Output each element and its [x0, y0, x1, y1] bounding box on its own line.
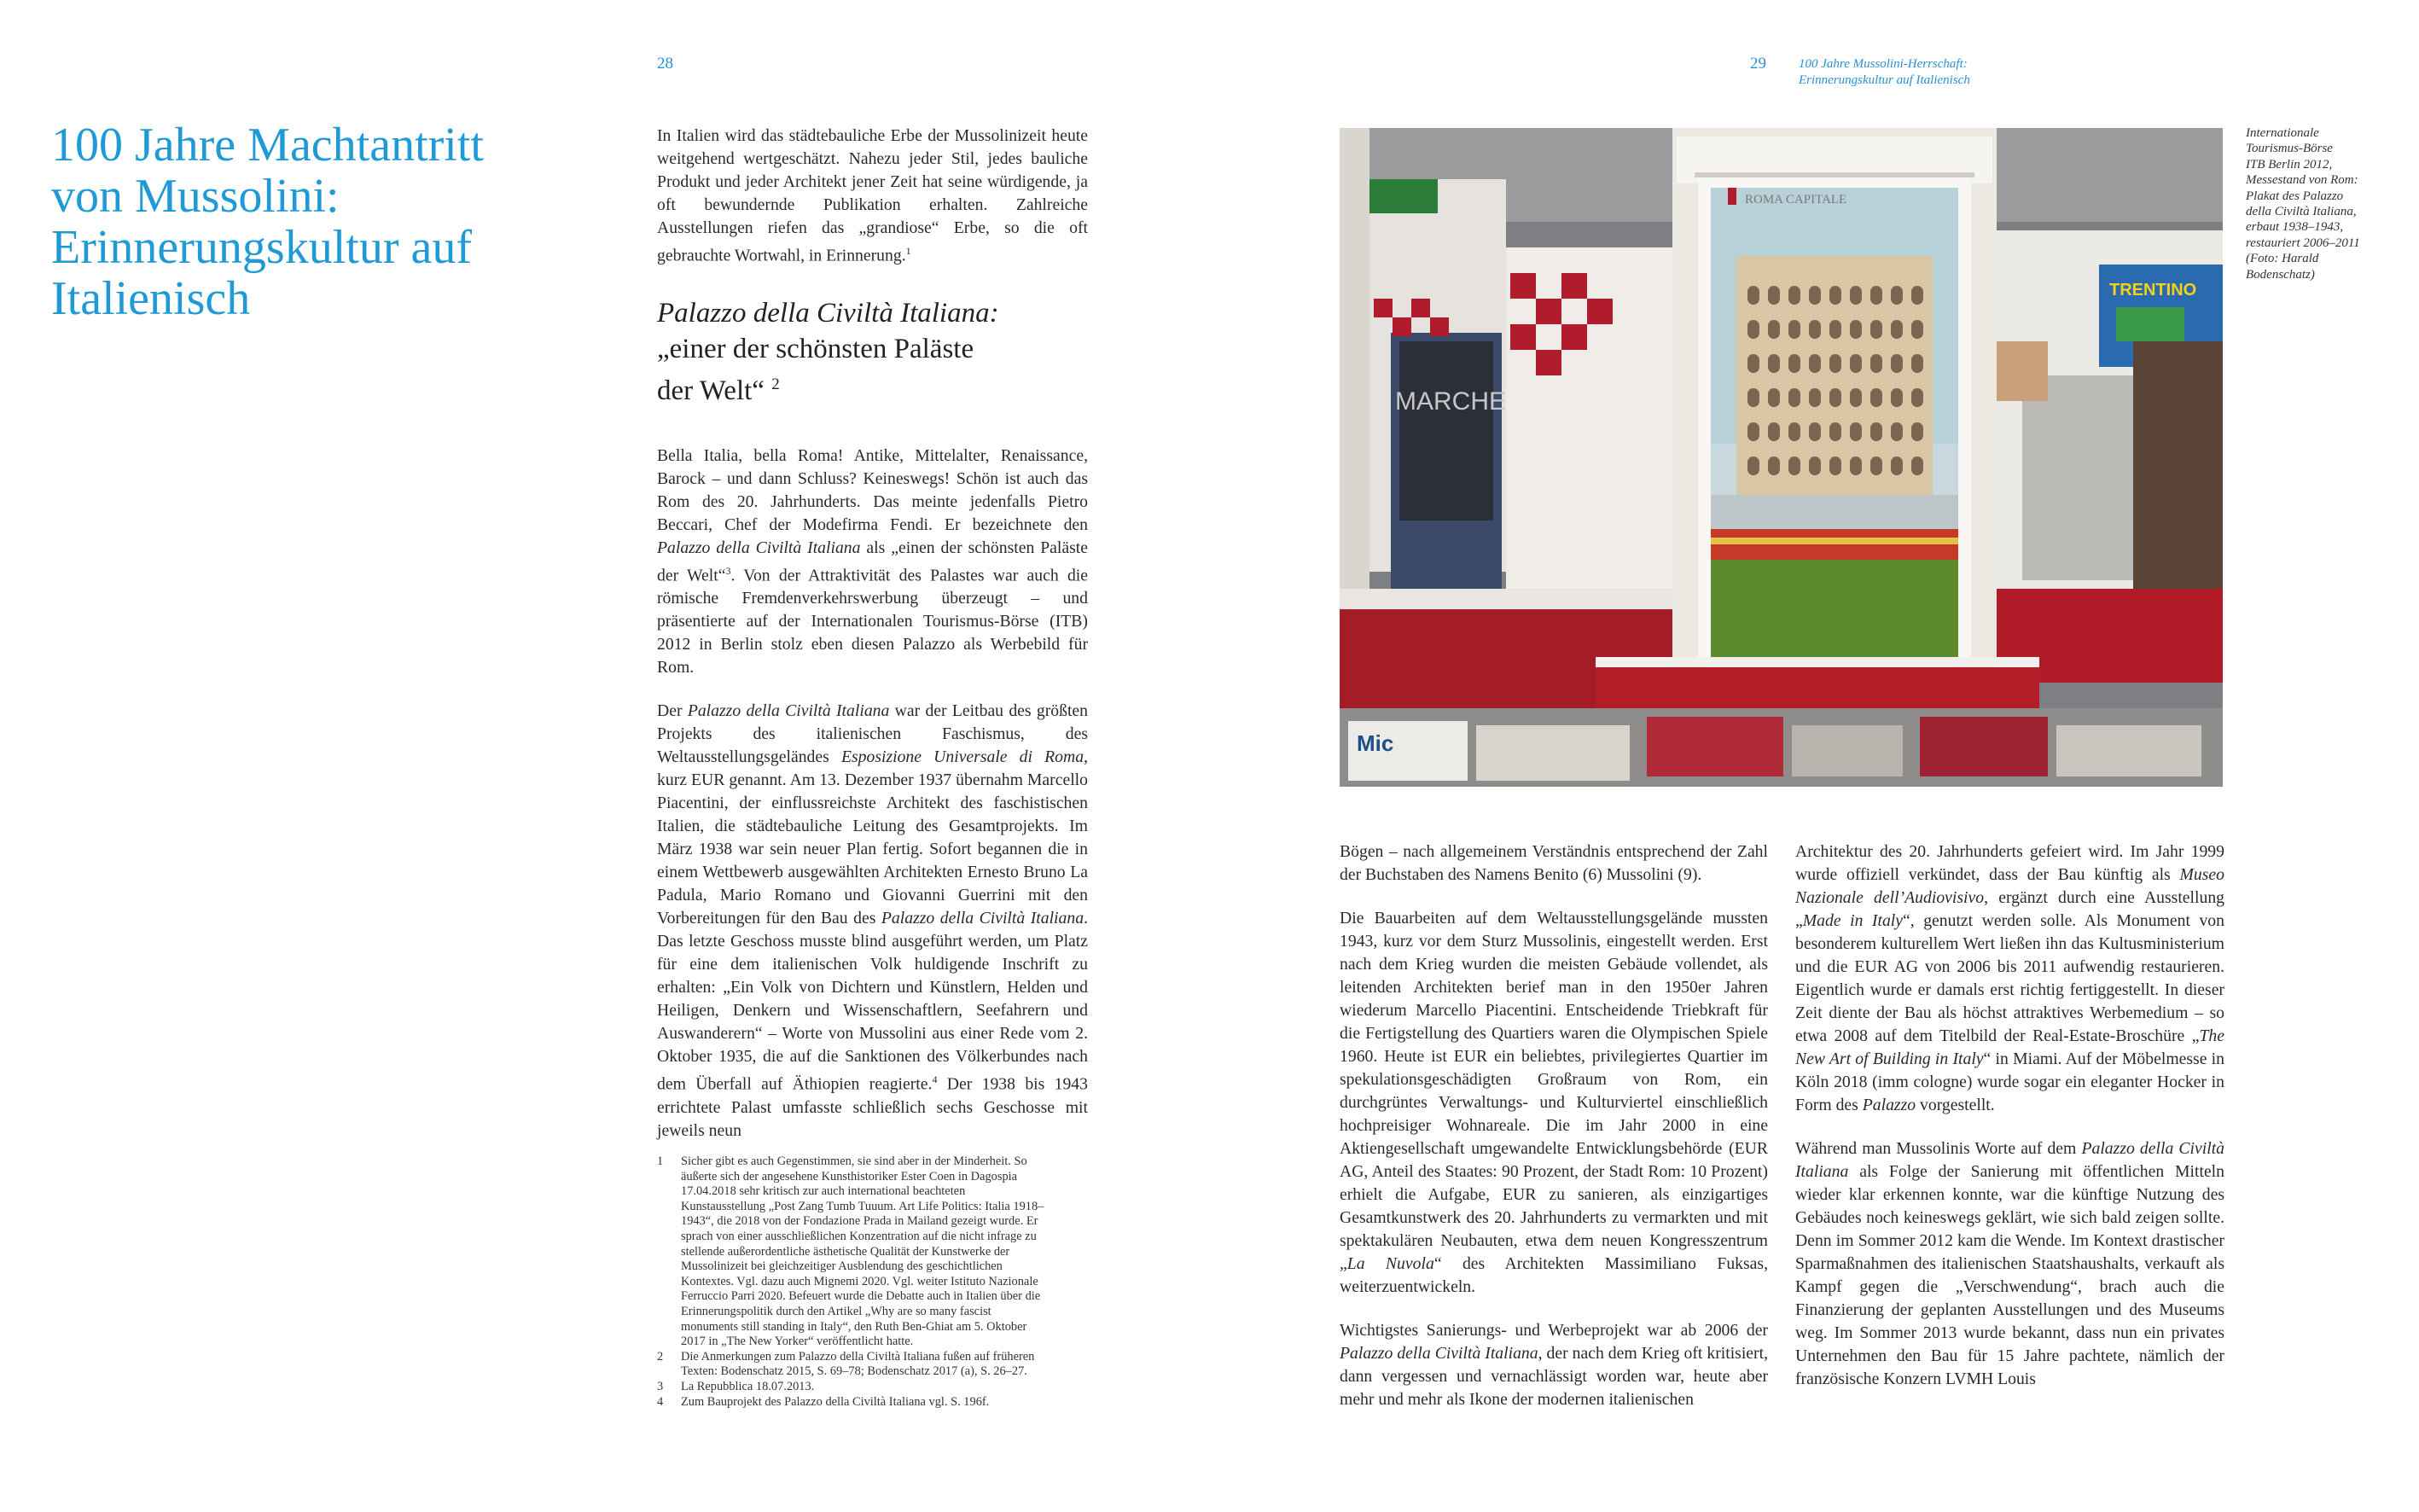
page-number-left: 28 — [657, 55, 673, 73]
photo-sign: ROMA CAPITALE — [1745, 193, 1847, 206]
footnote-ref[interactable]: 2 — [771, 375, 780, 393]
running-head-line: Erinnerungskultur auf Italienisch — [1799, 73, 1970, 87]
chapter-title — [51, 119, 597, 324]
footnotes — [657, 1154, 1050, 1410]
right-text-column-2 — [1795, 840, 2224, 1391]
body-paragraph: Während man Mussolinis Worte auf dem Palazzo della Civiltà Italiana als Folge der Sanierung mit öffentlichen Mitteln wieder klar erkennen konnte, war die künftige Nutzung des Gebäudes noch keineswegs geklärt, wie sich bald zeigen sollte. Denn im Sommer 2012 kam die Wende. Im Kontext drastischer Sparmaßnahmen des italienischen Staatshaushalts, verkauft als Kampf gegen die „Verschwendung“, brach auch die Finanzierung der geplanten Ausstellungen und des Museums weg. Im Sommer 2013 wurde bekannt, dass nun ein privates Unternehmen den Bau für 15 Jahre pachtete, nämlich der französische Konzern LVMH Louis — [1795, 1139, 2225, 1388]
photo-illustration — [1340, 128, 2223, 787]
photo-label: MARCHE — [1395, 387, 1507, 416]
footnote-ref[interactable]: 1 — [905, 245, 911, 257]
running-head — [1799, 56, 1970, 89]
footnote: 3 La Repubblica 18.07.2013. — [657, 1379, 815, 1393]
running-head-line: 100 Jahre Mussolini-Herrschaft: — [1799, 57, 1968, 71]
photo-label: TRENTINO — [2109, 281, 2197, 299]
footnote-ref[interactable]: 4 — [932, 1073, 938, 1086]
body-paragraph: Die Bauarbeiten auf dem Weltausstellungsgelände mussten 1943, kurz vor dem Sturz Mussolinis, eingestellt werden. Erst nach dem Krieg wurden die meisten Gebäude vollendet, als leitenden Architekten berief man in den 1950er Jahren wiederum Marcello Piacentini. Entscheidende Triebkraft für die Fertigstellung des Quartiers waren die Olympischen Spiele 1960. Heute ist EUR ein beliebtes, privilegiertes Quartier im spekulationsgeschädigten Großraum von Rom, ein durchgrüntes Verwaltungs- und Kulturviertel einschließlich hochpreisiger Wohnareale. Die im Jahr 2000 in eine Aktiengesellschaft umgewandelte Entwicklungsbehörde (EUR AG, Anteil des Staates: 90 Prozent, der Stadt Rom: 10 Prozent) erhielt die Aufgabe, EUR zu sanieren, als einzigartiges Gesamtkunstwerk des 20. Jahrhunderts zu vermarkten und mit spektakulären Neubauten, etwa dem neuen Kongresszentrum „La Nuvola“ des Architekten Massimiliano Fuksas, weiterzuentwickeln. — [1340, 909, 1768, 1296]
body-paragraph: Architektur des 20. Jahrhunderts gefeiert wird. Im Jahr 1999 wurde offiziell verkündet, dass der Bau künftig als Museo Nazionale dell’Audiovisivo, ergänzt durch eine Ausstellung „Made in Italy“, genutzt werden solle. Als Monument von besonderem kulturellem Wert ließen ihn das Kultusministerium und die EUR AG von 2006 bis 2011 aufwendig restaurieren. Eigentlich wurde er damals erst richtig fertiggestellt. In dieser Zeit diente der Bau als höchst attraktives Werbemedium – so etwa 2008 auf dem Titelbild der Real-Estate-Broschüre „The New Art of Building in Italy“ in Miami. Auf der Möbelmesse in Köln 2018 (imm cologne) wurde sogar ein eleganter Hocker in Form des Palazzo vorgestellt. — [1795, 842, 2225, 1114]
footnote-ref[interactable]: 3 — [725, 564, 731, 577]
body-paragraph: Der Palazzo della Civiltà Italiana war der Leitbau des größten Projekts des italienischen Faschismus, des Weltausstellungsgeländes Esposizione Universale di Roma, kurz EUR genannt. Am 13. Dezember 1937 übernahm Marcello Piacentini, der einflussreichste Architekt des faschistischen Italien, die städtebauliche Leitung des Gesamtprojekts. Im März 1938 war sein neuer Plan fertig. Sofort begannen die in einem Wettbewerb ausgewählten Architekten Ernesto Bruno La Padula, Mario Romano und Giovanni Guerrini mit den Vorbereitungen für den Bau des Palazzo della Civiltà Italiana. Das letzte Geschoss musste blind ausgeführt werden, um Platz für eine dem italienischen Volk huldigende Inschrift zu erhalten: „Ein Volk von Dichtern und Künstlern, Helden und Heiligen, Denkern und Wissenschaftlern, Seefahrern und Auswanderern“ – Worte von Mussolini aus einer Rede vom 2. Oktober 1935, die auf die Sanktionen des Völkerbundes nach dem Überfall auf Äthiopien reagierte.$^4$ Der 1938 bis 1943 errichtete Palast umfasste schließlich sechs Geschosse mit jeweils neun — [657, 701, 1088, 1140]
photo-caption: Internationale Tourismus-Börse ITB Berlin 2012, Messestand von Rom: Plakat des Palazzo della Civiltà Italiana, erbaut 1938–1943, restauriert 2006–2011 (Foto: Harald Bodenschatz) — [2246, 126, 2360, 282]
photo-label: Mic — [1357, 730, 1394, 756]
footnote: 1 Sicher gibt es auch Gegenstimmen, sie sind aber in der Minderheit. So äußerte sich der angesehene Kunsthistoriker Ester Coen in Dagospia 17.04.2018 sehr kritisch zur auch international beachteten Kunstausstellung „Post Zang Tumb Tuuum. Art Life Politics: Italia 1918–1943“, die 2018 von der Fondazione Prada in Mailand gezeigt wurde. Er sprach von einer ausschließlichen Konzentration auf die nicht infrage zu stellende außerordentliche ästhetische Qualität der Kunstwerke der Mussolinizeit bei gleichzeitiger Ausblendung des geschichtlichen Kontextes. Vgl. dazu auch Mignemi 2020. Vgl. weiter Istituto Nazionale Ferruccio Parri 2020. Befeuert wurde die Debatte auch in Italien über die Erinnerungspolitik durch den Artikel „Why are so many fascist monuments still standing in Italy“, den Ruth Ben-Ghiat am 5. Oktober 2017 in „The New Yorker“ veröffentlicht hatte. — [657, 1154, 1044, 1349]
section-heading-line: der Welt“ $^2$ — [657, 375, 780, 406]
body-paragraph: Bella Italia, bella Roma! Antike, Mittelalter, Renaissance, Barock – und dann Schluss? Keineswegs! Schön ist auch das Rom des 20. Jahrhunderts. Das meinte jedenfalls Pietro Beccari, Chef der Modefirma Fendi. Er bezeichnete den Palazzo della Civiltà Italiana als „einen der schönsten Paläste der Welt“$^3$. Von der Attraktivität des Palastes war auch die römische Fremdenverkehrswerbung überzeugt – und präsentierte auf der Internationalen Tourismus-Börse (ITB) 2012 in Berlin stolz eben diesen Palazzo als Werbebild für Rom. — [657, 445, 1089, 677]
body-paragraph: Bögen – nach allgemeinem Verständnis entsprechend der Zahl der Buchstaben des Namens Benito (6) Mussolini (9). — [1340, 842, 1768, 884]
right-text-column-1 — [1340, 840, 1768, 1411]
photo-itb-rome-stand — [1340, 128, 2223, 787]
section-heading-line: „einer der schönsten Paläste — [657, 333, 974, 364]
intro-paragraph: In Italien wird das städtebauliche Erbe der Mussolinizeit heute weitgehend wertgeschätzt. Nahezu jeder Stil, jedes bauliche Produkt und jeder Architekt jener Zeit hat seine würdigende, ja oft bewundernde Publikation erhalten. Zahlreiche Ausstellungen riefen das „grandiose“ Erbe, so die oft gebrauchte Wortwahl, in Erinnerung.$^1$ — [657, 126, 1088, 265]
section-heading-line: Palazzo della Civiltà Italiana: — [657, 297, 999, 329]
body-paragraph: Wichtigstes Sanierungs- und Werbeprojekt war ab 2006 der Palazzo della Civiltà Italiana, der nach dem Krieg oft kritisiert, dann vergessen und vernachlässigt worden war, heute aber mehr und mehr als Ikone der modernen italienischen — [1340, 1321, 1768, 1409]
section-heading — [657, 295, 1088, 409]
chapter-title-line: von Mussolini: — [51, 170, 340, 223]
footnote: 2 Die Anmerkungen zum Palazzo della Civiltà Italiana fußen auf früheren Texten: Bodenschatz 2015, S. 69–78; Bodenschatz 2017 (a), S. 26–27. — [657, 1349, 1035, 1379]
footnote: 4 Zum Bauprojekt des Palazzo della Civiltà Italiana vgl. S. 196f. — [657, 1394, 990, 1409]
chapter-title-line: Erinnerungskultur auf — [51, 221, 472, 274]
left-text-column — [657, 125, 1088, 1143]
chapter-title-line: Italienisch — [51, 272, 251, 325]
page-number-right: 29 — [1750, 55, 1766, 73]
chapter-title-line: 100 Jahre Machtantritt — [51, 119, 484, 172]
